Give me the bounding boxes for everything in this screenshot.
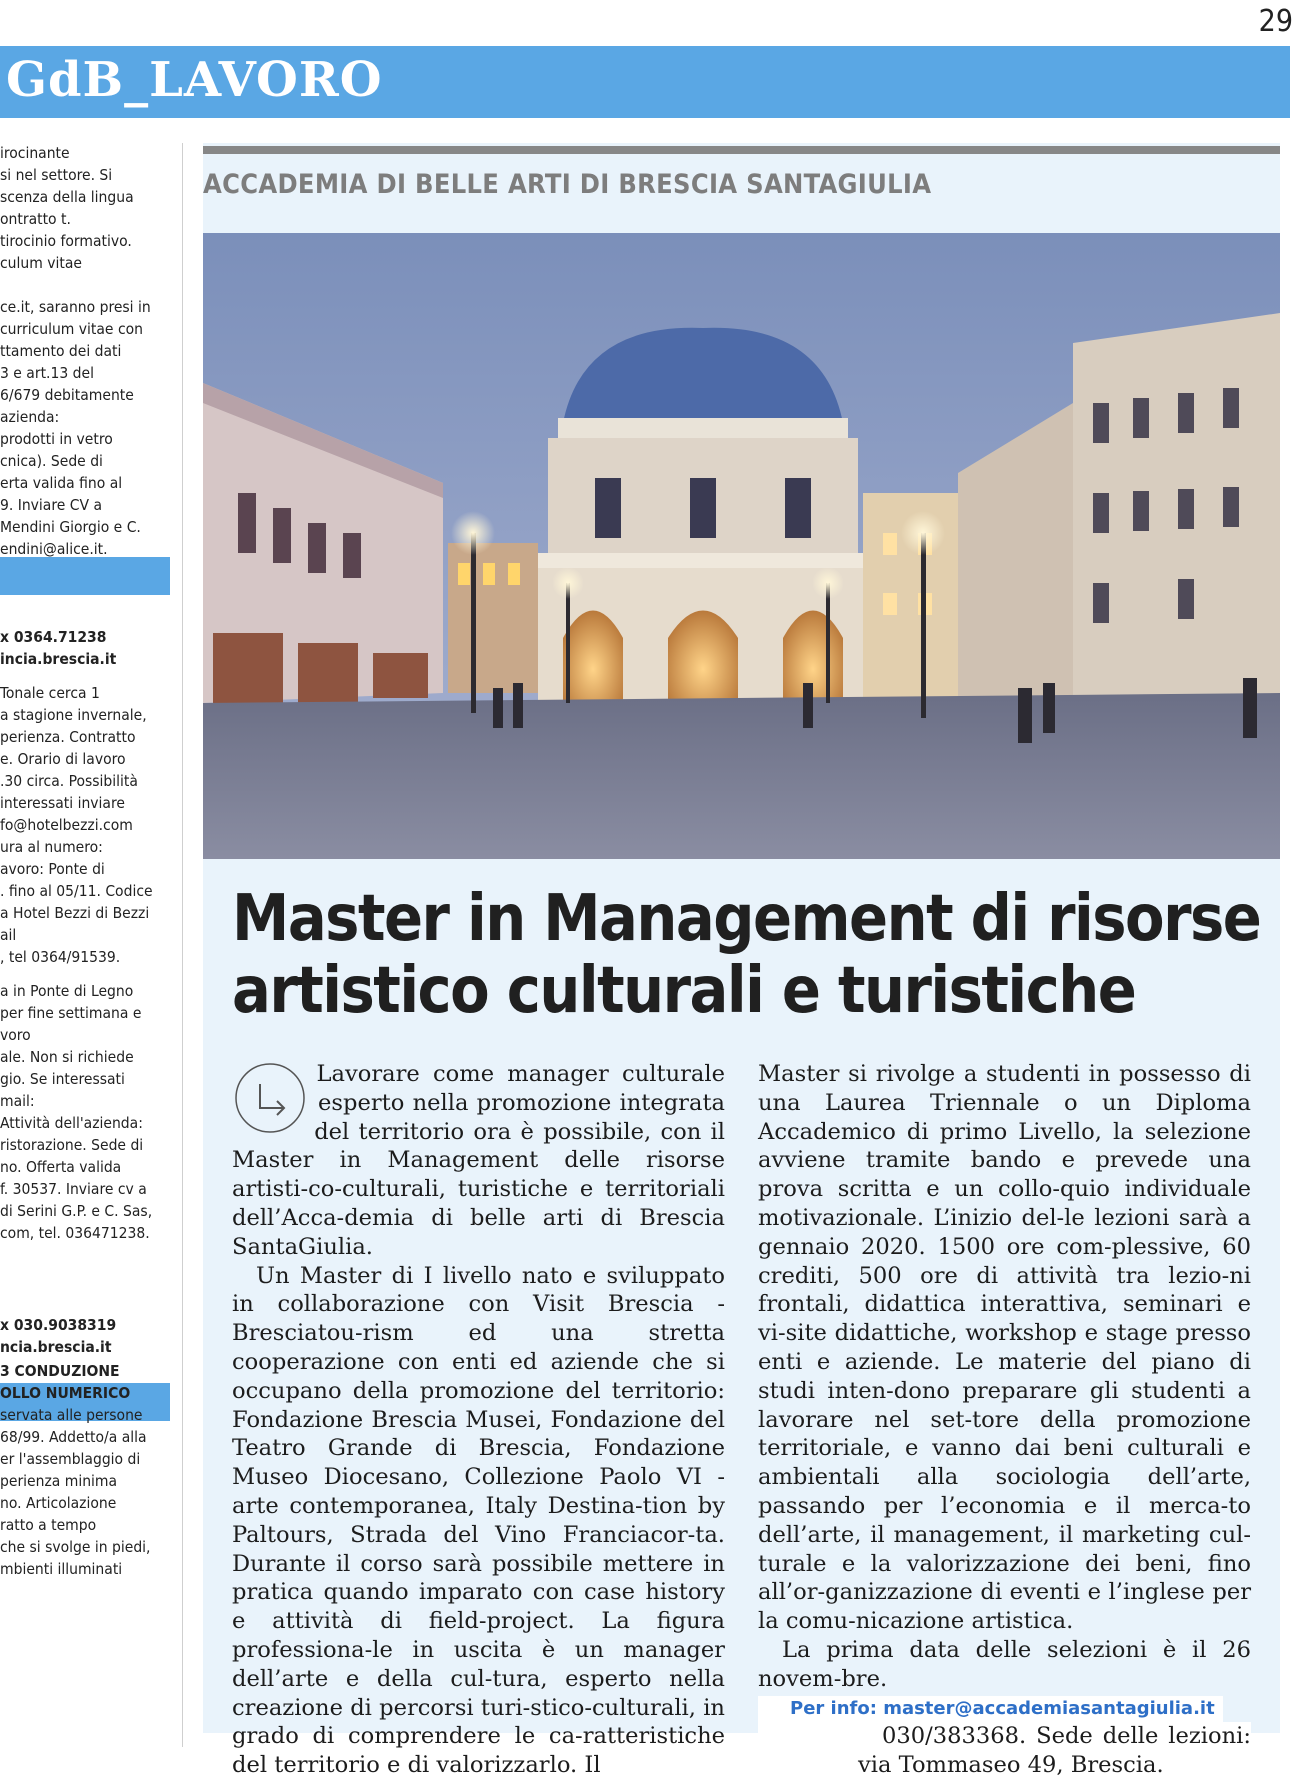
sidebar-text-line: .30 circa. Possibilità bbox=[0, 772, 138, 790]
sidebar-text-line: 3 e art.13 del bbox=[0, 364, 94, 382]
sidebar-text-line: perienza minima bbox=[0, 1472, 118, 1490]
page-number: 29 bbox=[1258, 4, 1293, 39]
sidebar-text-line: interessati inviare bbox=[0, 794, 125, 812]
article-kicker: ACCADEMIA DI BELLE ARTI DI BRESCIA SANTAGIULIA bbox=[203, 169, 932, 200]
sidebar-text-line: culum vitae bbox=[0, 254, 82, 272]
sidebar-text-line: irocinante bbox=[0, 144, 70, 162]
sidebar-text-line: a in Ponte di Legno bbox=[0, 982, 134, 1000]
sidebar-text-line: scenza della lingua bbox=[0, 188, 134, 206]
sidebar-text-line: 6/679 debitamente bbox=[0, 386, 134, 404]
sidebar-text-line: OLLO NUMERICO bbox=[0, 1384, 131, 1402]
info-contact-text: 030/383368. Sede delle lezioni: via Tommaseo 49, Brescia. bbox=[758, 1722, 1251, 1780]
sidebar-text-line: ce.it, saranno presi in bbox=[0, 298, 151, 316]
sidebar-text-line: che si svolge in piedi, bbox=[0, 1538, 151, 1556]
sidebar-text-line: mail: bbox=[0, 1092, 35, 1110]
sidebar-text-line: 68/99. Addetto/a alla bbox=[0, 1428, 147, 1446]
sidebar-text-line: perienza. Contratto bbox=[0, 728, 136, 746]
sidebar-text-line: no. Offerta valida bbox=[0, 1158, 122, 1176]
arrow-down-right-icon bbox=[232, 1060, 308, 1136]
sidebar-divider-bar bbox=[0, 557, 170, 595]
sidebar-text-line: x 0364.71238 bbox=[0, 628, 107, 646]
sidebar-text-line: Mendini Giorgio e C. bbox=[0, 518, 141, 536]
sidebar-text-line: si nel settore. Si bbox=[0, 166, 113, 184]
section-title: GdB_LAVORO bbox=[6, 52, 383, 108]
sidebar-text-line: prodotti in vetro bbox=[0, 430, 113, 448]
article-photo bbox=[203, 233, 1280, 859]
article-top-rule bbox=[203, 146, 1280, 154]
sidebar-text-line: ura al numero: bbox=[0, 838, 103, 856]
sidebar-text-line: com, tel. 036471238. bbox=[0, 1224, 150, 1242]
sidebar-text-line: azienda: bbox=[0, 408, 60, 426]
sidebar-text-line: ail bbox=[0, 926, 17, 944]
column-rule bbox=[182, 143, 183, 1747]
sidebar-text-line: ttamento dei dati bbox=[0, 342, 122, 360]
sidebar-text-line: . fino al 05/11. Codice bbox=[0, 882, 153, 900]
sidebar-text-line: a stagione invernale, bbox=[0, 706, 147, 724]
sidebar-text-line: servata alle persone bbox=[0, 1406, 143, 1424]
sidebar-text-line: per fine settimana e bbox=[0, 1004, 142, 1022]
sidebar-text-line: curriculum vitae con bbox=[0, 320, 143, 338]
sidebar-text-line: erta valida fino al bbox=[0, 474, 123, 492]
selection-date-text: La prima data delle selezioni è il 26 novem-bre. bbox=[758, 1636, 1251, 1692]
sidebar-text-line: no. Articolazione bbox=[0, 1494, 117, 1512]
sidebar-text-line: x 030.9038319 bbox=[0, 1316, 117, 1334]
headline-line: Master in Management di risorse bbox=[232, 882, 1261, 956]
sidebar-text-line: ratto a tempo bbox=[0, 1516, 97, 1534]
sidebar-text-line: ale. Non si richiede bbox=[0, 1048, 134, 1066]
article-headline bbox=[232, 883, 1272, 1027]
article-column-1 bbox=[232, 1060, 725, 1780]
sidebar-text-line: ristorazione. Sede di bbox=[0, 1136, 144, 1154]
info-email-link[interactable]: Per info: master@accademiasantagiulia.it bbox=[758, 1696, 1223, 1722]
sidebar-text-line: 3 CONDUZIONE bbox=[0, 1362, 120, 1380]
sidebar-text-line: tirocinio formativo. bbox=[0, 232, 132, 250]
sidebar-text-line: Tonale cerca 1 bbox=[0, 684, 100, 702]
sidebar-text-line: Attività dell'azienda: bbox=[0, 1114, 143, 1132]
article bbox=[203, 143, 1280, 1779]
article-paragraph-final bbox=[758, 1636, 1251, 1780]
sidebar-text-line: e. Orario di lavoro bbox=[0, 750, 126, 768]
sidebar-text-line: f. 30537. Inviare cv a bbox=[0, 1180, 147, 1198]
article-paragraph: Un Master di I livello nato e sviluppato in collaborazione con Visit Brescia - Bresciatou-rism ed una stretta cooperazione con enti ed aziende che si occupano della promozione del territorio: Fondazione Brescia Musei, Fondazione del Teatro Grande di Brescia, Fondazione Museo Diocesano, Collezione Paolo VI - arte contemporanea, Italy Destina-tion by Paltours, Strada del Vino Franciacor-ta. Durante il corso sarà possibile mettere in pratica quando imparato con case history e attività di field-project. La figura professiona-le in uscita è un manager dell’arte e della cul-tura, esperto nella creazione di percorsi turi-stico-culturali, in grado di comprendere le ca-ratteristiche del territorio e di valorizzarlo. Il bbox=[232, 1262, 725, 1779]
sidebar-text-line: di Serini G.P. e C. Sas, bbox=[0, 1202, 153, 1220]
sidebar-text-line: incia.brescia.it bbox=[0, 650, 117, 668]
sidebar-text-line: , tel 0364/91539. bbox=[0, 948, 121, 966]
headline-line: artistico culturali e turistiche bbox=[232, 954, 1136, 1028]
sidebar-text-line: avoro: Ponte di bbox=[0, 860, 105, 878]
sidebar-text-line: endini@alice.it. bbox=[0, 540, 108, 558]
sidebar-text-line: er l'assemblaggio di bbox=[0, 1450, 141, 1468]
piazza-loggia-illustration bbox=[203, 233, 1280, 859]
sidebar-text-line: ncia.brescia.it bbox=[0, 1338, 112, 1356]
sidebar-text-line: cnica). Sede di bbox=[0, 452, 103, 470]
sidebar-classifieds bbox=[0, 143, 172, 1747]
sidebar-text-line: fo@hotelbezzi.com bbox=[0, 816, 133, 834]
section-banner bbox=[0, 46, 1290, 118]
sidebar-text-line: mbienti illuminati bbox=[0, 1560, 123, 1578]
article-paragraph: Master si rivolge a studenti in possesso di una Laurea Triennale o un Diploma Accademico di primo Livello, la selezione avviene tramite bando e prevede una prova scritta e un collo-quio individuale motivazionale. L’inizio del-le lezioni sarà a gennaio 2020. 1500 ore com-plessive, 60 crediti, 500 ore di attività tra lezio-ni frontali, didattica interattiva, seminari e vi-site didattiche, workshop e stage presso enti e aziende. Le materie del piano di studi inten-dono preparare gli studenti a lavorare nel set-tore della promozione territoriale, e vanno dai beni culturali e ambientali alla sociologia dell’arte, passando per l’economia e il merca-to dell’arte, il management, il marketing cul-turale e la valorizzazione dei beni, fino all’or-ganizzazione di eventi e l’inglese per la comu-nicazione artistica. bbox=[758, 1061, 1251, 1635]
sidebar-text-line: 9. Inviare CV a bbox=[0, 496, 102, 514]
sidebar-text-line: gio. Se interessati bbox=[0, 1070, 125, 1088]
sidebar-text-line: a Hotel Bezzi di Bezzi bbox=[0, 904, 150, 922]
sidebar-text-line: ontratto t. bbox=[0, 210, 71, 228]
sidebar-text-line: voro bbox=[0, 1026, 31, 1044]
article-paragraph: Lavorare come manager culturale esperto nella promozione integrata del territorio ora è possibile, con il Master in Management delle risorse artisti-co-culturali, turistiche e territoriali dell’Acca-demia di belle arti di Brescia SantaGiulia. bbox=[232, 1061, 725, 1260]
article-column-2 bbox=[758, 1060, 1251, 1780]
